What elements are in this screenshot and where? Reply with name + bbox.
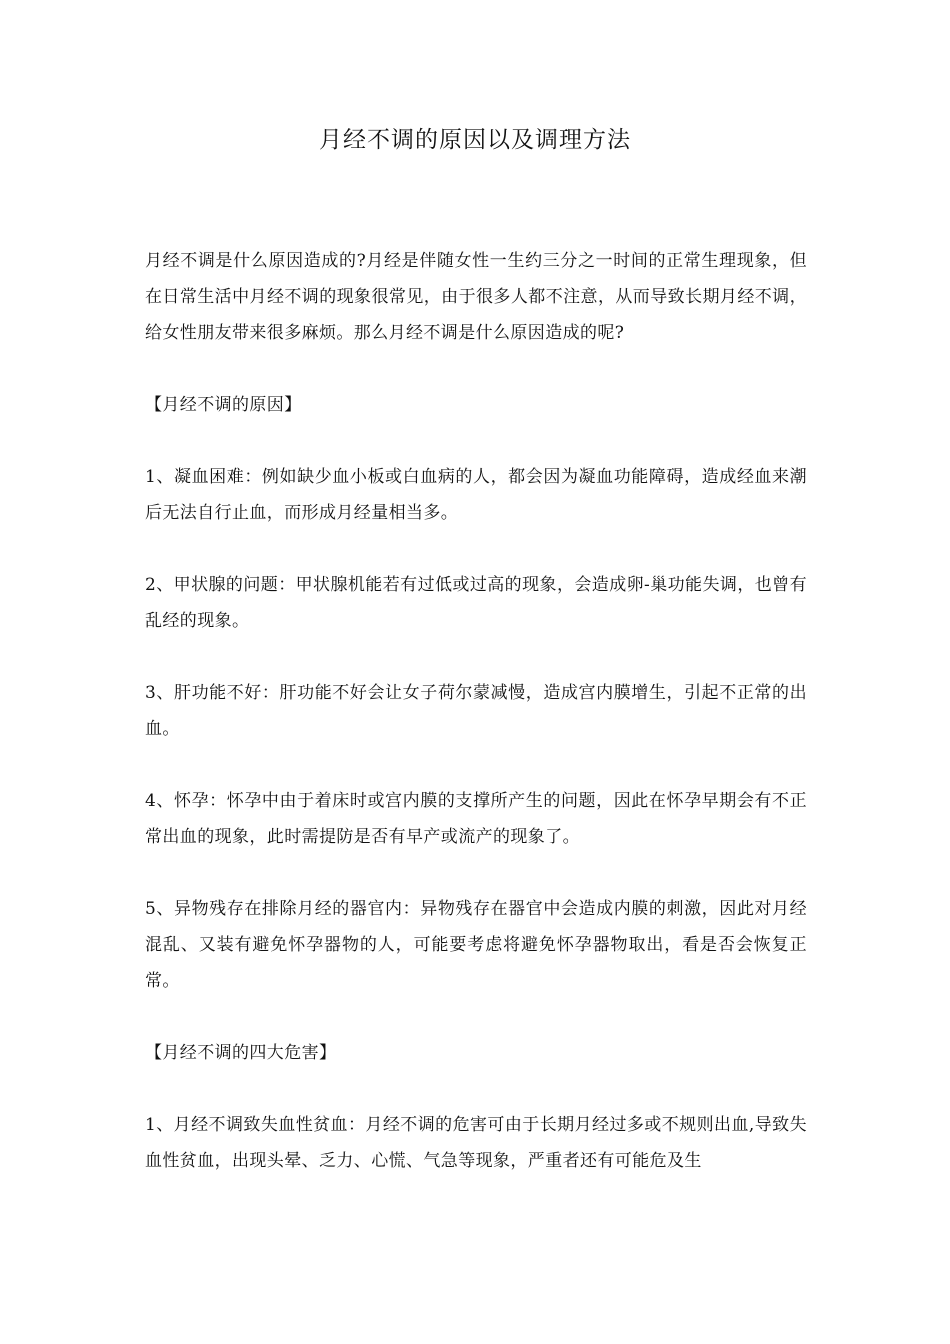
document-title: 月经不调的原因以及调理方法 [319, 127, 631, 153]
cause-item-4: 4、怀孕：怀孕中由于着床时或宫内膜的支撑所产生的问题，因此在怀孕早期会有不正常出血的现象，此时需提防是否有早产或流产的现象了。 [145, 791, 807, 847]
harms-heading: 【月经不调的四大危害】 [145, 1043, 337, 1063]
cause-item-5: 5、异物残存在排除月经的器官内：异物残存在器官中会造成内膜的刺激，因此对月经混乱、又装有避免怀孕器物的人，可能要考虑将避免怀孕器物取出，看是否会恢复正常。 [145, 899, 807, 991]
intro-paragraph: 月经不调是什么原因造成的?月经是伴随女性一生约三分之一时间的正常生理现象，但在日常生活中月经不调的现象很常见，由于很多人都不注意，从而导致长期月经不调，给女性朋友带来很多麻烦。那么月经不调是什么原因造成的呢? [145, 251, 807, 343]
cause-item-3: 3、肝功能不好：肝功能不好会让女子荷尔蒙减慢，造成宫内膜增生，引起不正常的出血。 [145, 683, 807, 739]
cause-item-1: 1、凝血困难：例如缺少血小板或白血病的人，都会因为凝血功能障碍，造成经血来潮后无法自行止血，而形成月经量相当多。 [145, 467, 807, 523]
causes-heading: 【月经不调的原因】 [145, 395, 302, 415]
document-body [145, 243, 807, 1215]
cause-item-2: 2、甲状腺的问题：甲状腺机能若有过低或过高的现象，会造成卵-巢功能失调，也曾有乱经的现象。 [145, 575, 807, 631]
harm-item-1: 1、月经不调致失血性贫血：月经不调的危害可由于长期月经过多或不规则出血,导致失血性贫血，出现头晕、乏力、心慌、气急等现象，严重者还有可能危及生 [145, 1115, 807, 1171]
